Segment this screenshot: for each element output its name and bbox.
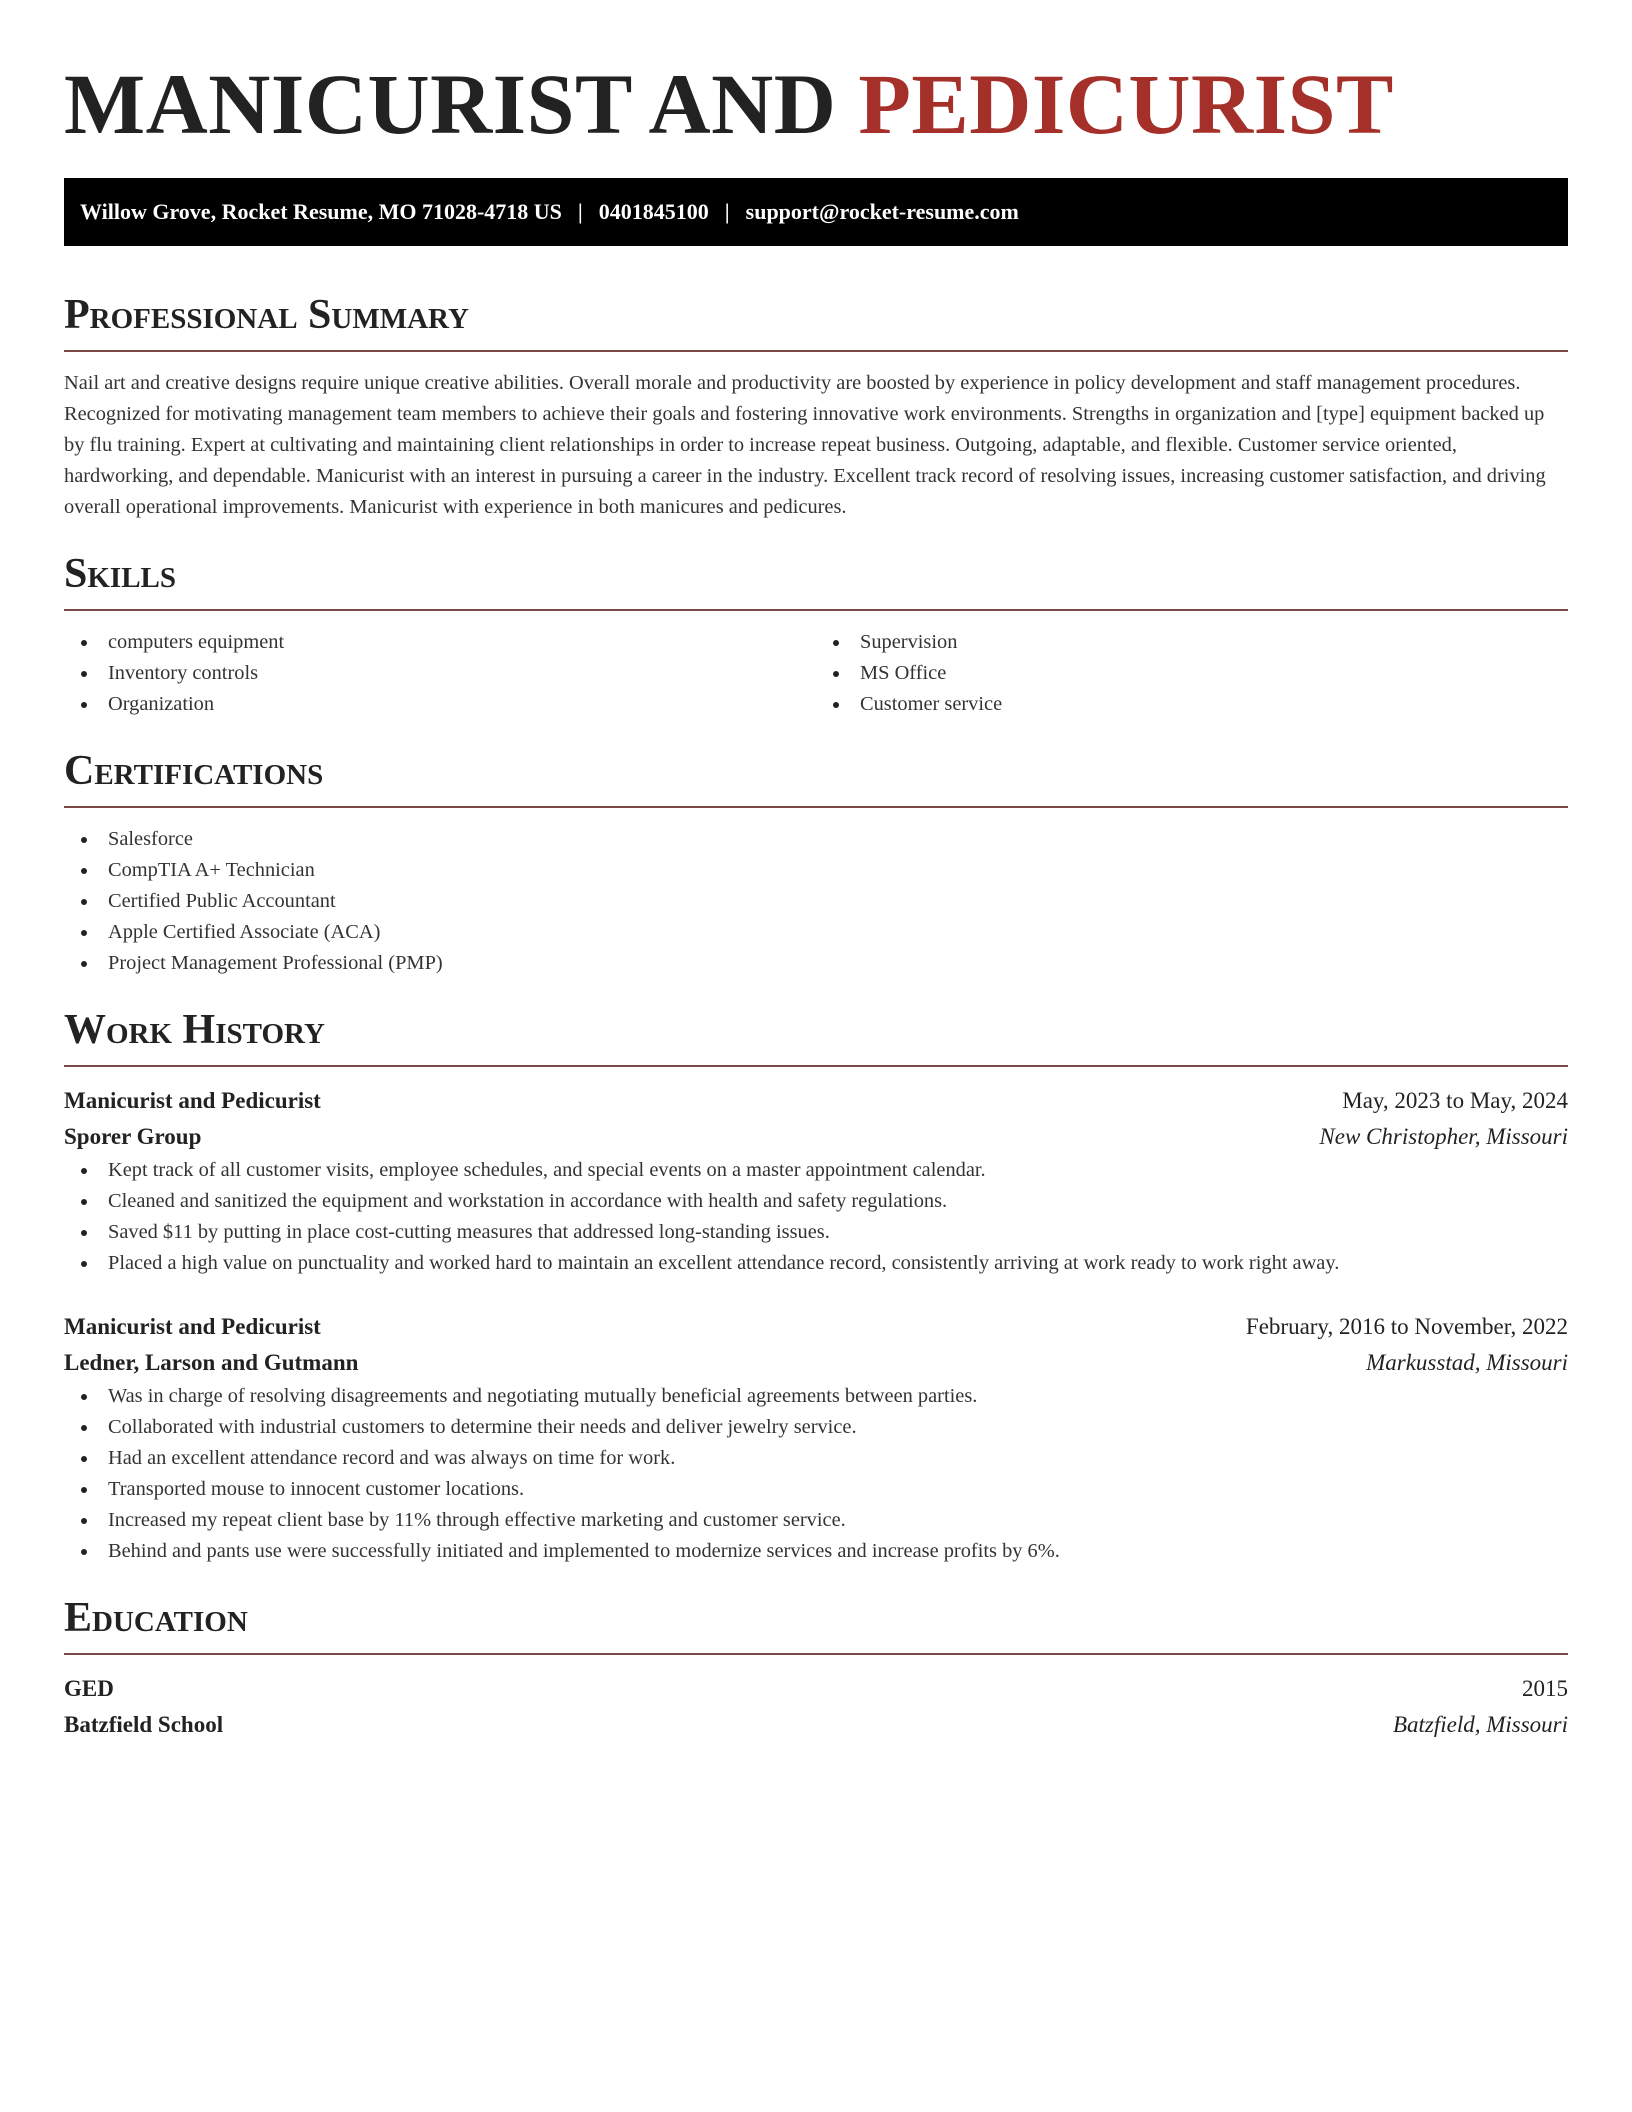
job-duty-item: Increased my repeat client base by 11% through effective marketing and customer service. — [64, 1505, 1568, 1536]
education-school-row — [64, 1707, 1568, 1743]
job-duty-item: Saved $11 by putting in place cost-cutting measures that addressed long-standing issues. — [64, 1217, 1568, 1248]
job-dates: May, 2023 to May, 2024 — [1342, 1088, 1568, 1113]
education-year: 2015 — [1522, 1676, 1568, 1701]
skills-list-right — [816, 627, 1568, 720]
job-duty-item: Collaborated with industrial customers to determine their needs and deliver jewelry service. — [64, 1412, 1568, 1443]
job-duties-list — [64, 1381, 1568, 1567]
job-location: New Christopher, Missouri — [1319, 1124, 1568, 1149]
work-history-heading: Work History — [64, 1007, 325, 1053]
contact-phone: 0401845100 — [598, 199, 709, 224]
skill-item: Organization — [64, 689, 816, 720]
skills-section — [64, 549, 1568, 720]
job-company-row — [64, 1119, 1568, 1155]
name-primary: MANICURIST AND — [64, 56, 837, 152]
job-company-row — [64, 1345, 1568, 1381]
resume-name — [64, 56, 1568, 152]
skill-item: MS Office — [816, 658, 1568, 689]
job-header-row — [64, 1083, 1568, 1119]
skill-item: Supervision — [816, 627, 1568, 658]
education-section — [64, 1593, 1568, 1743]
section-divider — [64, 806, 1568, 808]
summary-heading: Professional Summary — [64, 292, 469, 338]
job-company: Sporer Group — [64, 1124, 202, 1149]
certifications-heading: Certifications — [64, 748, 324, 794]
job-duty-item: Had an excellent attendance record and was always on time for work. — [64, 1443, 1568, 1474]
section-divider — [64, 1653, 1568, 1655]
name-accent: PEDICURIST — [858, 56, 1394, 152]
job-dates: February, 2016 to November, 2022 — [1245, 1314, 1568, 1339]
contact-bar — [64, 178, 1568, 246]
section-divider — [64, 1065, 1568, 1067]
certification-item: Project Management Professional (PMP) — [64, 948, 1568, 979]
certifications-section — [64, 746, 1568, 979]
contact-address: Willow Grove, Rocket Resume, MO 71028-4718 US — [80, 199, 562, 224]
education-school: Batzfield School — [64, 1712, 224, 1737]
job-duty-item: Transported mouse to innocent customer locations. — [64, 1474, 1568, 1505]
job-company: Ledner, Larson and Gutmann — [64, 1350, 359, 1375]
job-entry — [64, 1309, 1568, 1567]
job-title: Manicurist and Pedicurist — [64, 1314, 321, 1339]
summary-section — [64, 290, 1568, 523]
contact-separator: | — [577, 199, 583, 224]
education-heading: Education — [64, 1595, 248, 1641]
contact-email: support@rocket-resume.com — [745, 199, 1019, 224]
section-divider — [64, 350, 1568, 352]
section-divider — [64, 609, 1568, 611]
job-duties-list — [64, 1155, 1568, 1279]
skill-item: computers equipment — [64, 627, 816, 658]
skills-heading: Skills — [64, 551, 177, 597]
certifications-list — [64, 824, 1568, 979]
job-entry — [64, 1083, 1568, 1279]
education-degree: GED — [64, 1676, 114, 1701]
work-history-section — [64, 1005, 1568, 1567]
job-duty-item: Placed a high value on punctuality and worked hard to maintain an excellent attendance record, consistently arriving at work ready to work right away. — [64, 1248, 1568, 1279]
job-header-row — [64, 1309, 1568, 1345]
job-location: Markusstad, Missouri — [1366, 1350, 1568, 1375]
skills-list-left — [64, 627, 816, 720]
job-title: Manicurist and Pedicurist — [64, 1088, 321, 1113]
job-duty-item: Was in charge of resolving disagreements and negotiating mutually beneficial agreements between parties. — [64, 1381, 1568, 1412]
certification-item: Apple Certified Associate (ACA) — [64, 917, 1568, 948]
summary-text: Nail art and creative designs require unique creative abilities. Overall morale and productivity are boosted by experience in policy development and staff management procedures. Recognized for motivating management team members to achieve their goals and fostering innovative work environments. Strengths in organization and [type] equipment backed up by flu training. Expert at cultivating and maintaining client relationships in order to increase repeat business. Outgoing, adaptable, and flexible. Customer service oriented, hardworking, and dependable. Manicurist with an interest in pursuing a career in the industry. Excellent track record of resolving issues, increasing customer satisfaction, and driving overall operational improvements. Manicurist with experience in both manicures and pedicures. — [64, 372, 1546, 518]
contact-separator: | — [724, 199, 730, 224]
education-entry — [64, 1671, 1568, 1743]
skills-columns — [64, 627, 1568, 720]
education-location: Batzfield, Missouri — [1392, 1712, 1568, 1737]
job-duty-item: Cleaned and sanitized the equipment and workstation in accordance with health and safety regulations. — [64, 1186, 1568, 1217]
job-duty-item: Kept track of all customer visits, employee schedules, and special events on a master appointment calendar. — [64, 1155, 1568, 1186]
certification-item: Salesforce — [64, 824, 1568, 855]
education-header-row — [64, 1671, 1568, 1707]
certification-item: Certified Public Accountant — [64, 886, 1568, 917]
skill-item: Inventory controls — [64, 658, 816, 689]
job-duty-item: Behind and pants use were successfully initiated and implemented to modernize services and increase profits by 6%. — [64, 1536, 1568, 1567]
skill-item: Customer service — [816, 689, 1568, 720]
certification-item: CompTIA A+ Technician — [64, 855, 1568, 886]
